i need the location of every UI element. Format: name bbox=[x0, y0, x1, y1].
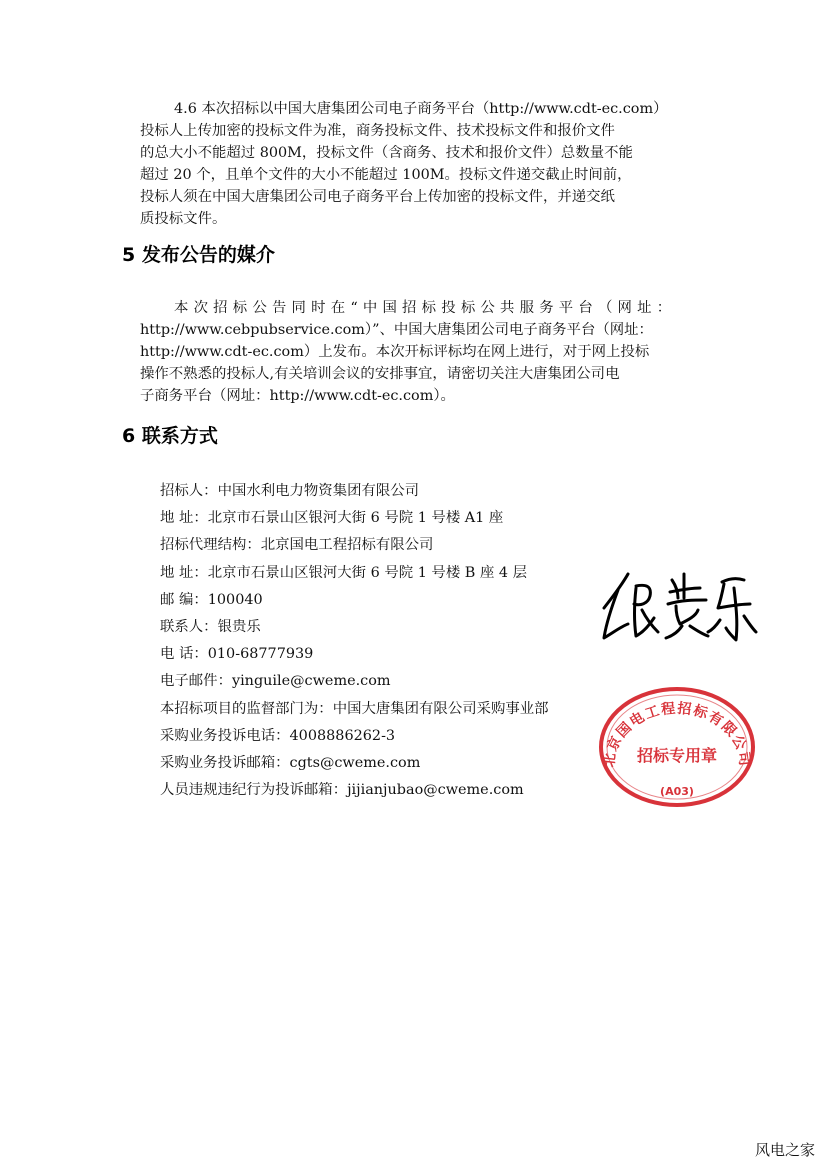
paragraph-line: 超过 20 个，且单个文件的大小不能超过 100M。投标文件递交截止时间前， bbox=[140, 167, 632, 183]
contact-item-agency: 招标代理结构：北京国电工程招标有限公司 bbox=[160, 537, 434, 554]
seal-outer-text: 北京国电工程招标有限公司 bbox=[601, 700, 753, 769]
contact-item-complaint-email: 采购业务投诉邮箱：cgts@cweme.com bbox=[160, 754, 421, 771]
seal-center-text: 招标专用章 bbox=[636, 746, 718, 765]
paragraph-line: 本次招标公告同时在“中国招标投标公共服务平台（网址： bbox=[174, 300, 677, 316]
section-4-6-paragraph bbox=[140, 98, 702, 230]
contact-item-email: 电子邮件：yinguile@cweme.com bbox=[160, 673, 391, 690]
contact-item-supervisor: 本招标项目的监督部门为：中国大唐集团有限公司采购事业部 bbox=[160, 700, 549, 717]
paragraph-line: 投标人须在中国大唐集团公司电子商务平台上传加密的投标文件，并递交纸 bbox=[140, 189, 615, 205]
contact-item-postcode: 邮 编：100040 bbox=[160, 591, 263, 608]
contact-item-phone: 电 话：010-68777939 bbox=[160, 646, 314, 663]
paragraph-line: 4.6 本次招标以中国大唐集团公司电子商务平台（http://www.cdt-ec.com） bbox=[174, 101, 668, 117]
paragraph-line: 子商务平台（网址：http://www.cdt-ec.com）。 bbox=[140, 388, 455, 404]
section-5-paragraph bbox=[140, 297, 702, 407]
contact-item-contact-person: 联系人：银贵乐 bbox=[160, 618, 261, 635]
contact-item-tenderer: 招标人：中国水利电力物资集团有限公司 bbox=[160, 483, 420, 499]
official-seal-stamp bbox=[596, 681, 758, 809]
handwritten-signature bbox=[598, 566, 760, 650]
contact-item-discipline-email: 人员违规违纪行为投诉邮箱：jijianjubao@cweme.com bbox=[160, 782, 524, 799]
contact-list bbox=[160, 481, 549, 807]
contact-item-complaint-phone: 采购业务投诉电话：4008886262-3 bbox=[160, 727, 396, 744]
paragraph-line: http://www.cebpubservice.com）”、中国大唐集团公司电子商务平台（网址： bbox=[140, 322, 653, 338]
contact-item-address: 地 址：北京市石景山区银河大街 6 号院 1 号楼 A1 座 bbox=[160, 510, 504, 527]
paragraph-line: 操作不熟悉的投标人,有关培训会议的安排事宜，请密切关注大唐集团公司电 bbox=[140, 366, 620, 382]
paragraph-line: http://www.cdt-ec.com）上发布。本次开标评标均在网上进行，对于网上投标 bbox=[140, 344, 650, 360]
section-5-heading: 5 发布公告的媒介 bbox=[122, 244, 275, 266]
section-6-heading: 6 联系方式 bbox=[122, 425, 218, 447]
watermark-text: 风电之家 bbox=[754, 1141, 815, 1159]
paragraph-line: 质投标文件。 bbox=[140, 211, 227, 227]
paragraph-line: 投标人上传加密的投标文件为准，商务投标文件、技术投标文件和报价文件 bbox=[140, 123, 615, 139]
contact-item-agency-address: 地 址：北京市石景山区银河大街 6 号院 1 号楼 B 座 4 层 bbox=[160, 564, 528, 581]
seal-code-text: (A03) bbox=[660, 785, 694, 798]
paragraph-line: 的总大小不能超过 800M，投标文件（含商务、技术和报价文件）总数量不能 bbox=[140, 145, 633, 161]
